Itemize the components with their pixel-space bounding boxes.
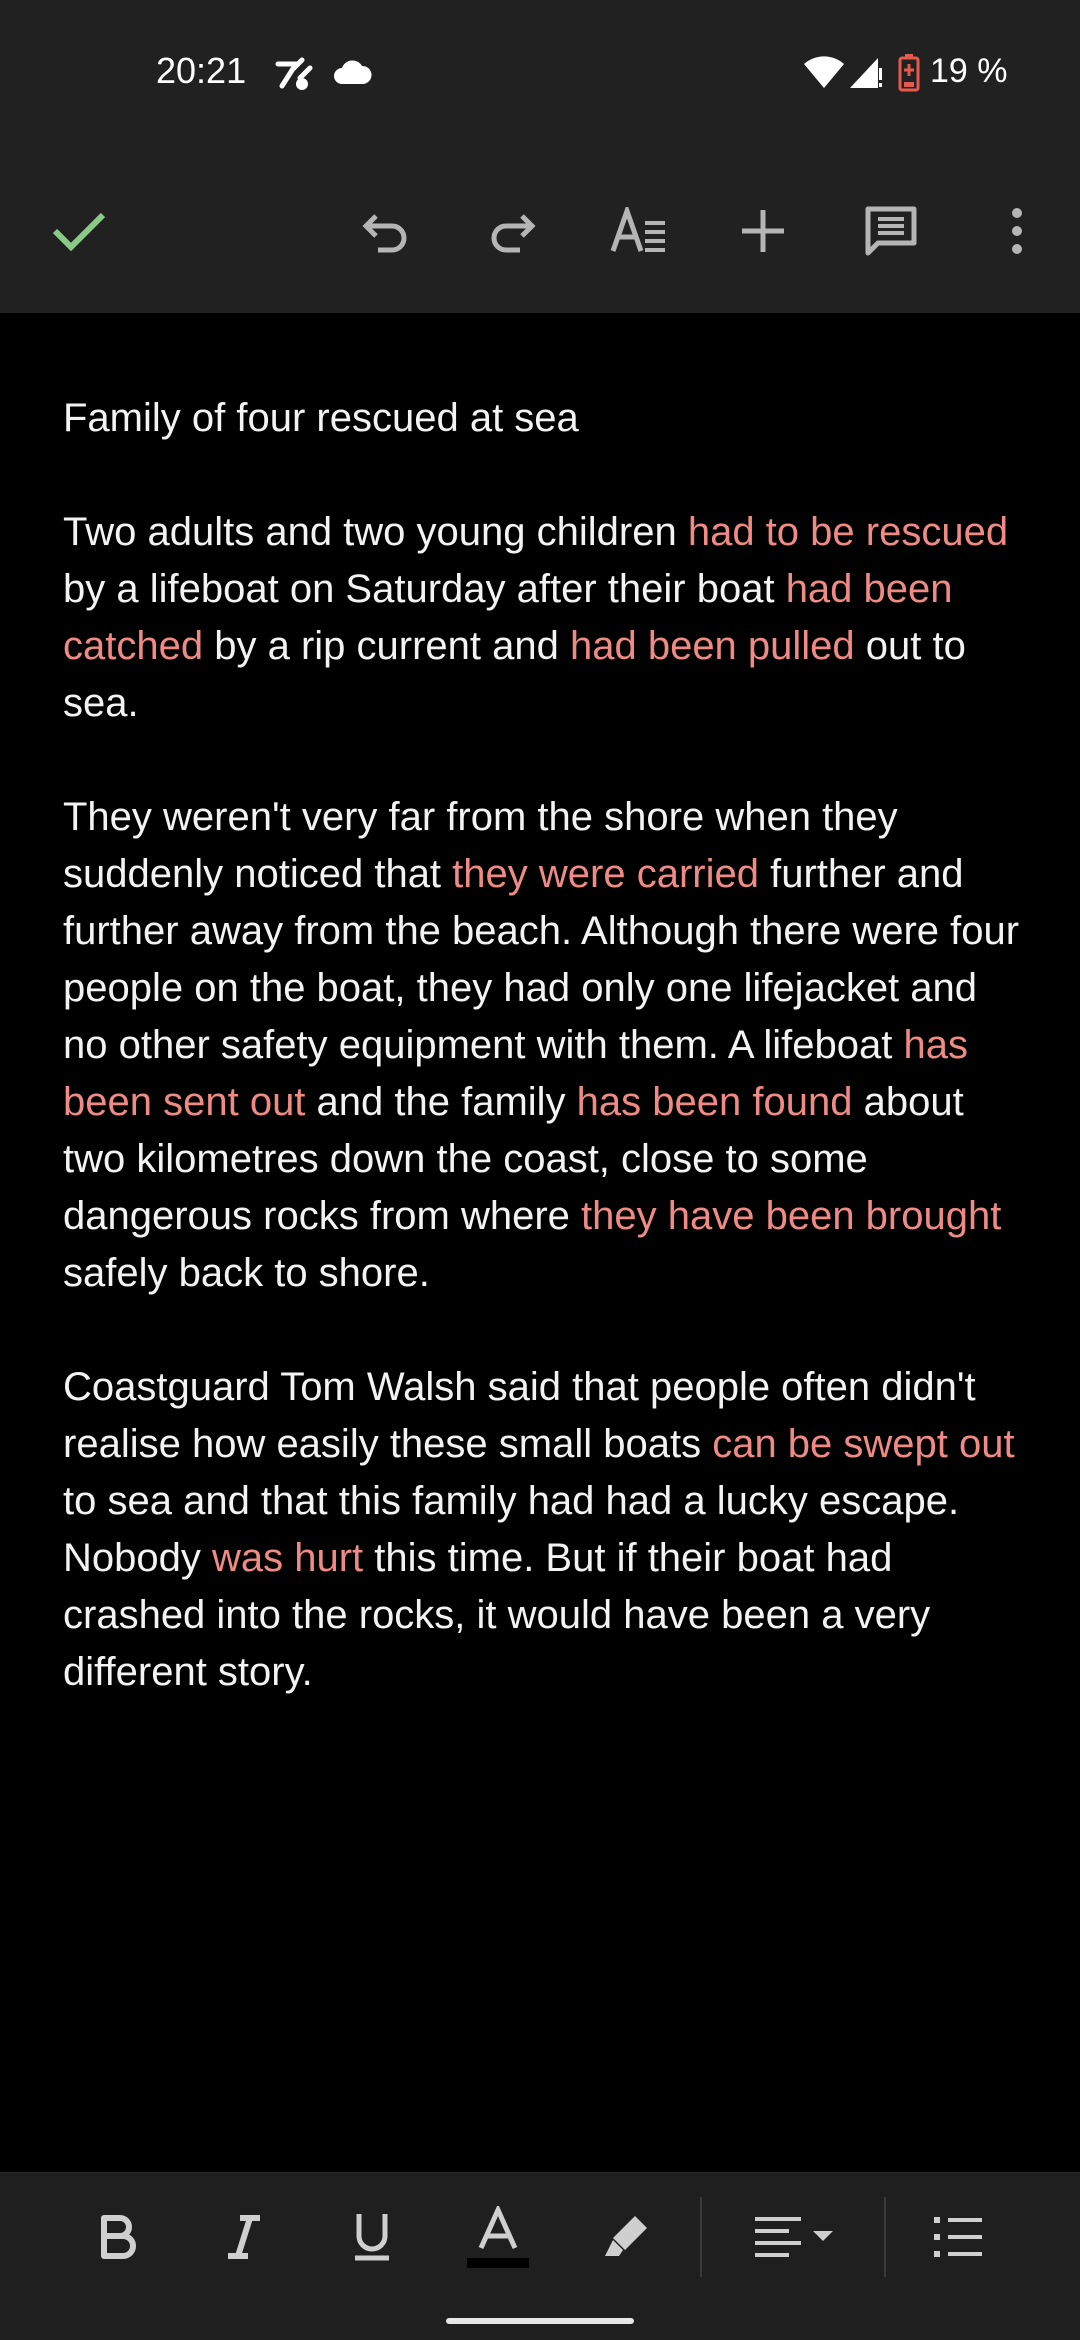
activity-icon [274,56,314,97]
text-run: this time. But if their boat had crashed into the rocks, it would have been a very different story. [63,1536,931,1694]
highlight-button[interactable] [588,2201,664,2277]
bold-button[interactable] [80,2201,156,2277]
battery-percentage: 19 % [930,52,1008,90]
highlighted-phrase: they were carried [452,852,759,896]
highlighted-phrase: has been found [576,1080,853,1124]
document-paragraph [63,504,1023,732]
document-paragraphs [63,504,1023,1701]
undo-button[interactable] [354,200,420,266]
format-bar [0,2172,1080,2303]
text-run: by a lifeboat on Saturday after their boat [63,567,786,611]
highlighted-phrase: had been pulled [569,624,855,668]
signal-icon [848,56,884,95]
bulleted-list-icon [932,2215,984,2264]
highlighted-phrase: was hurt [211,1536,364,1580]
underline-icon [351,2212,393,2267]
text-format-button[interactable] [606,200,672,266]
highlighted-phrase: can be swept out [712,1422,1015,1466]
italic-icon [224,2214,264,2265]
document-body[interactable] [63,390,1023,1758]
highlighted-phrase: has been sent out [63,1023,969,1124]
status-time: 20:21 [156,50,247,91]
more-options-button[interactable] [984,200,1050,266]
text-run: safely back to shore. [63,1251,430,1295]
text-run: out to sea. [63,624,966,725]
document-paragraph [63,1359,1023,1701]
document-paragraph [63,789,1023,1302]
cloud-icon [332,58,372,91]
redo-button[interactable] [478,200,544,266]
redo-icon [486,208,536,259]
navigation-bar [0,2302,1080,2340]
document-title: Family of four rescued at sea [63,396,579,440]
insert-button[interactable] [730,200,796,266]
text-run: Coastguard Tom Walsh said that people often didn't realise how easily these small boats [63,1365,976,1466]
align-button[interactable] [752,2201,842,2277]
done-button[interactable] [46,200,112,266]
text-run: and the family [305,1080,577,1124]
check-icon [51,209,107,258]
format-divider [700,2197,702,2277]
text-run: to sea and that this family had had a lucky escape. Nobody [63,1479,960,1580]
more-vert-icon [1010,207,1024,260]
text-run: by a rip current and [203,624,570,668]
editor-toolbar [0,150,1080,313]
align-left-icon [753,2215,841,2264]
comment-icon [864,205,918,262]
add-icon [740,208,786,259]
highlighted-phrase: had been catched [63,567,953,668]
text-run: further and further away from the beach. Although there were four people on the boat, they had only one lifejacket and no other safety equipment with them. A lifeboat [63,852,1020,1067]
highlighted-phrase: had to be rescued [687,510,1009,554]
text-run: They weren't very far from the shore when they suddenly noticed that [63,795,898,896]
text-format-icon [609,207,669,260]
comment-button[interactable] [858,200,924,266]
underline-button[interactable] [334,2201,410,2277]
text-run: about two kilometres down the coast, close to some dangerous rocks from where [63,1080,964,1238]
bulleted-list-button[interactable] [920,2201,996,2277]
text-color-button[interactable] [460,2201,536,2277]
format-divider [884,2197,886,2277]
highlighter-icon [601,2212,651,2267]
bold-icon [98,2214,138,2265]
undo-icon [362,208,412,259]
text-color-icon [467,2206,529,2273]
battery-low-icon [898,54,920,97]
italic-button[interactable] [206,2201,282,2277]
status-bar [0,0,1080,150]
wifi-icon [804,54,844,95]
highlighted-phrase: they have been brought [581,1194,1002,1238]
text-run: Two adults and two young children [63,510,688,554]
home-gesture-handle[interactable] [446,2318,634,2324]
